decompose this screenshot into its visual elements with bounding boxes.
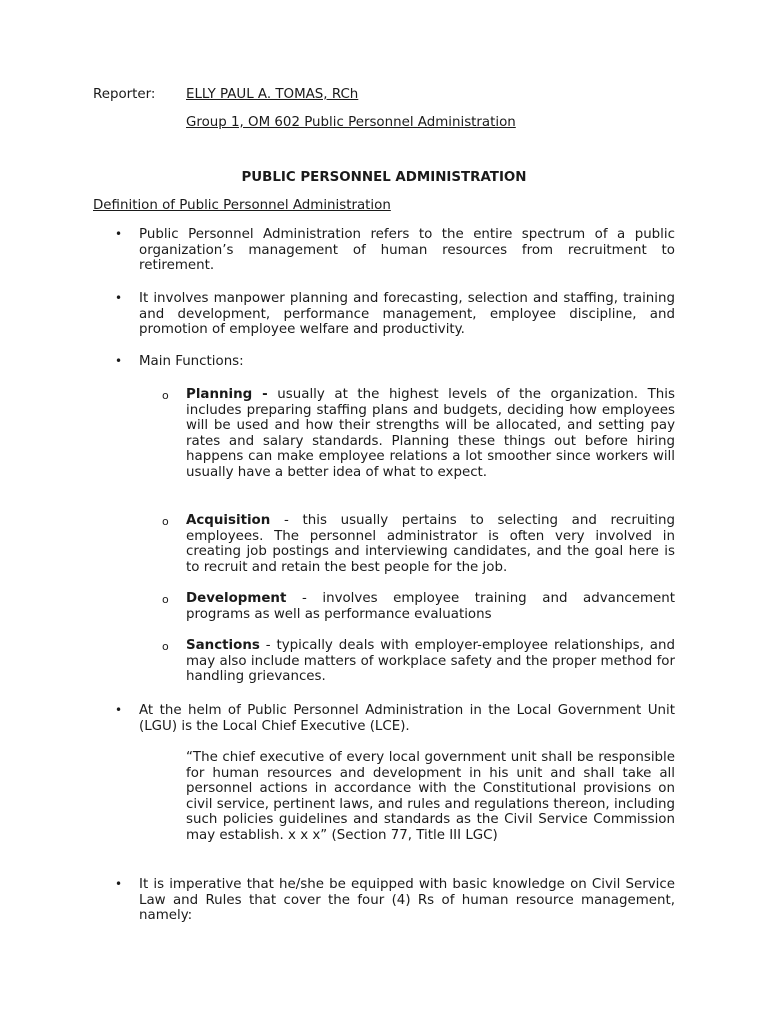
function-text: - typically deals with employer-employee relationships, and may also include matters of workplace safety and the proper method for handling grievances. [186,638,675,685]
document-title-text: PUBLIC PERSONNEL ADMINISTRATION [241,170,527,185]
function-development [186,591,675,622]
sub-bullet-marker: o [162,515,169,528]
function-term: Planning - [186,387,268,402]
bullet-involves: It involves manpower planning and forecasting, selection and staffing, training and development, performance management, employee discipline, and promotion of employee welfare and productivity. [139,291,675,338]
function-text: - this usually pertains to selecting and recruiting employees. The personnel administrator is often very involved in creating job postings and interviewing candidates, and the goal here is to recruit and retain the best people for the job. [186,513,675,575]
bullet-helm: At the helm of Public Personnel Administration in the Local Government Unit (LGU) is the Local Chief Executive (LCE). [139,703,675,734]
bullet-marker: • [115,291,123,305]
sub-bullet-marker: o [162,640,169,653]
bullet-marker: • [115,703,123,717]
bullet-main-functions: Main Functions: [139,354,244,369]
section-heading: Definition of Public Personnel Administration [93,198,391,213]
document-title [0,170,768,186]
sub-bullet-marker: o [162,593,169,606]
group-line: Group 1, OM 602 Public Personnel Administration [186,115,516,130]
function-term: Acquisition [186,513,271,528]
function-text: usually at the highest levels of the organization. This includes preparing staffing plans and budgets, deciding how employees will be used and how their strengths will be allocated, and setting pay rates and salary standards. Planning these things out before hiring happens can make employee relations a lot smoother since workers will usually have a better idea of what to expect. [186,387,675,480]
bullet-marker: • [115,877,123,891]
bullet-marker: • [115,354,123,368]
reporter-name: ELLY PAUL A. TOMAS, RCh [186,87,359,102]
function-planning [186,387,675,481]
function-term: Development [186,591,287,606]
function-term: Sanctions [186,638,260,653]
lgc-quote: “The chief executive of every local government unit shall be responsible for human resources and development in his unit and shall take all personnel actions in accordance with the Constitutional provisions on civil service, pertinent laws, and rules and regulations thereon, including such policies guidelines and standards as the Civil Service Commission may establish. x x x” (Section 77, Title III LGC) [186,750,675,843]
bullet-marker: • [115,227,123,241]
function-text: - involves employee training and advancement programs as well as performance evaluations [186,591,675,622]
reporter-label: Reporter: [93,87,156,102]
function-acquisition [186,513,675,575]
sub-bullet-marker: o [162,389,169,402]
bullet-definition: Public Personnel Administration refers to the entire spectrum of a public organization’s management of human resources from recruitment to retirement. [139,227,675,274]
bullet-imperative: It is imperative that he/she be equipped with basic knowledge on Civil Service Law and Rules that cover the four (4) Rs of human resource management, namely: [139,877,675,924]
function-sanctions [186,638,675,685]
